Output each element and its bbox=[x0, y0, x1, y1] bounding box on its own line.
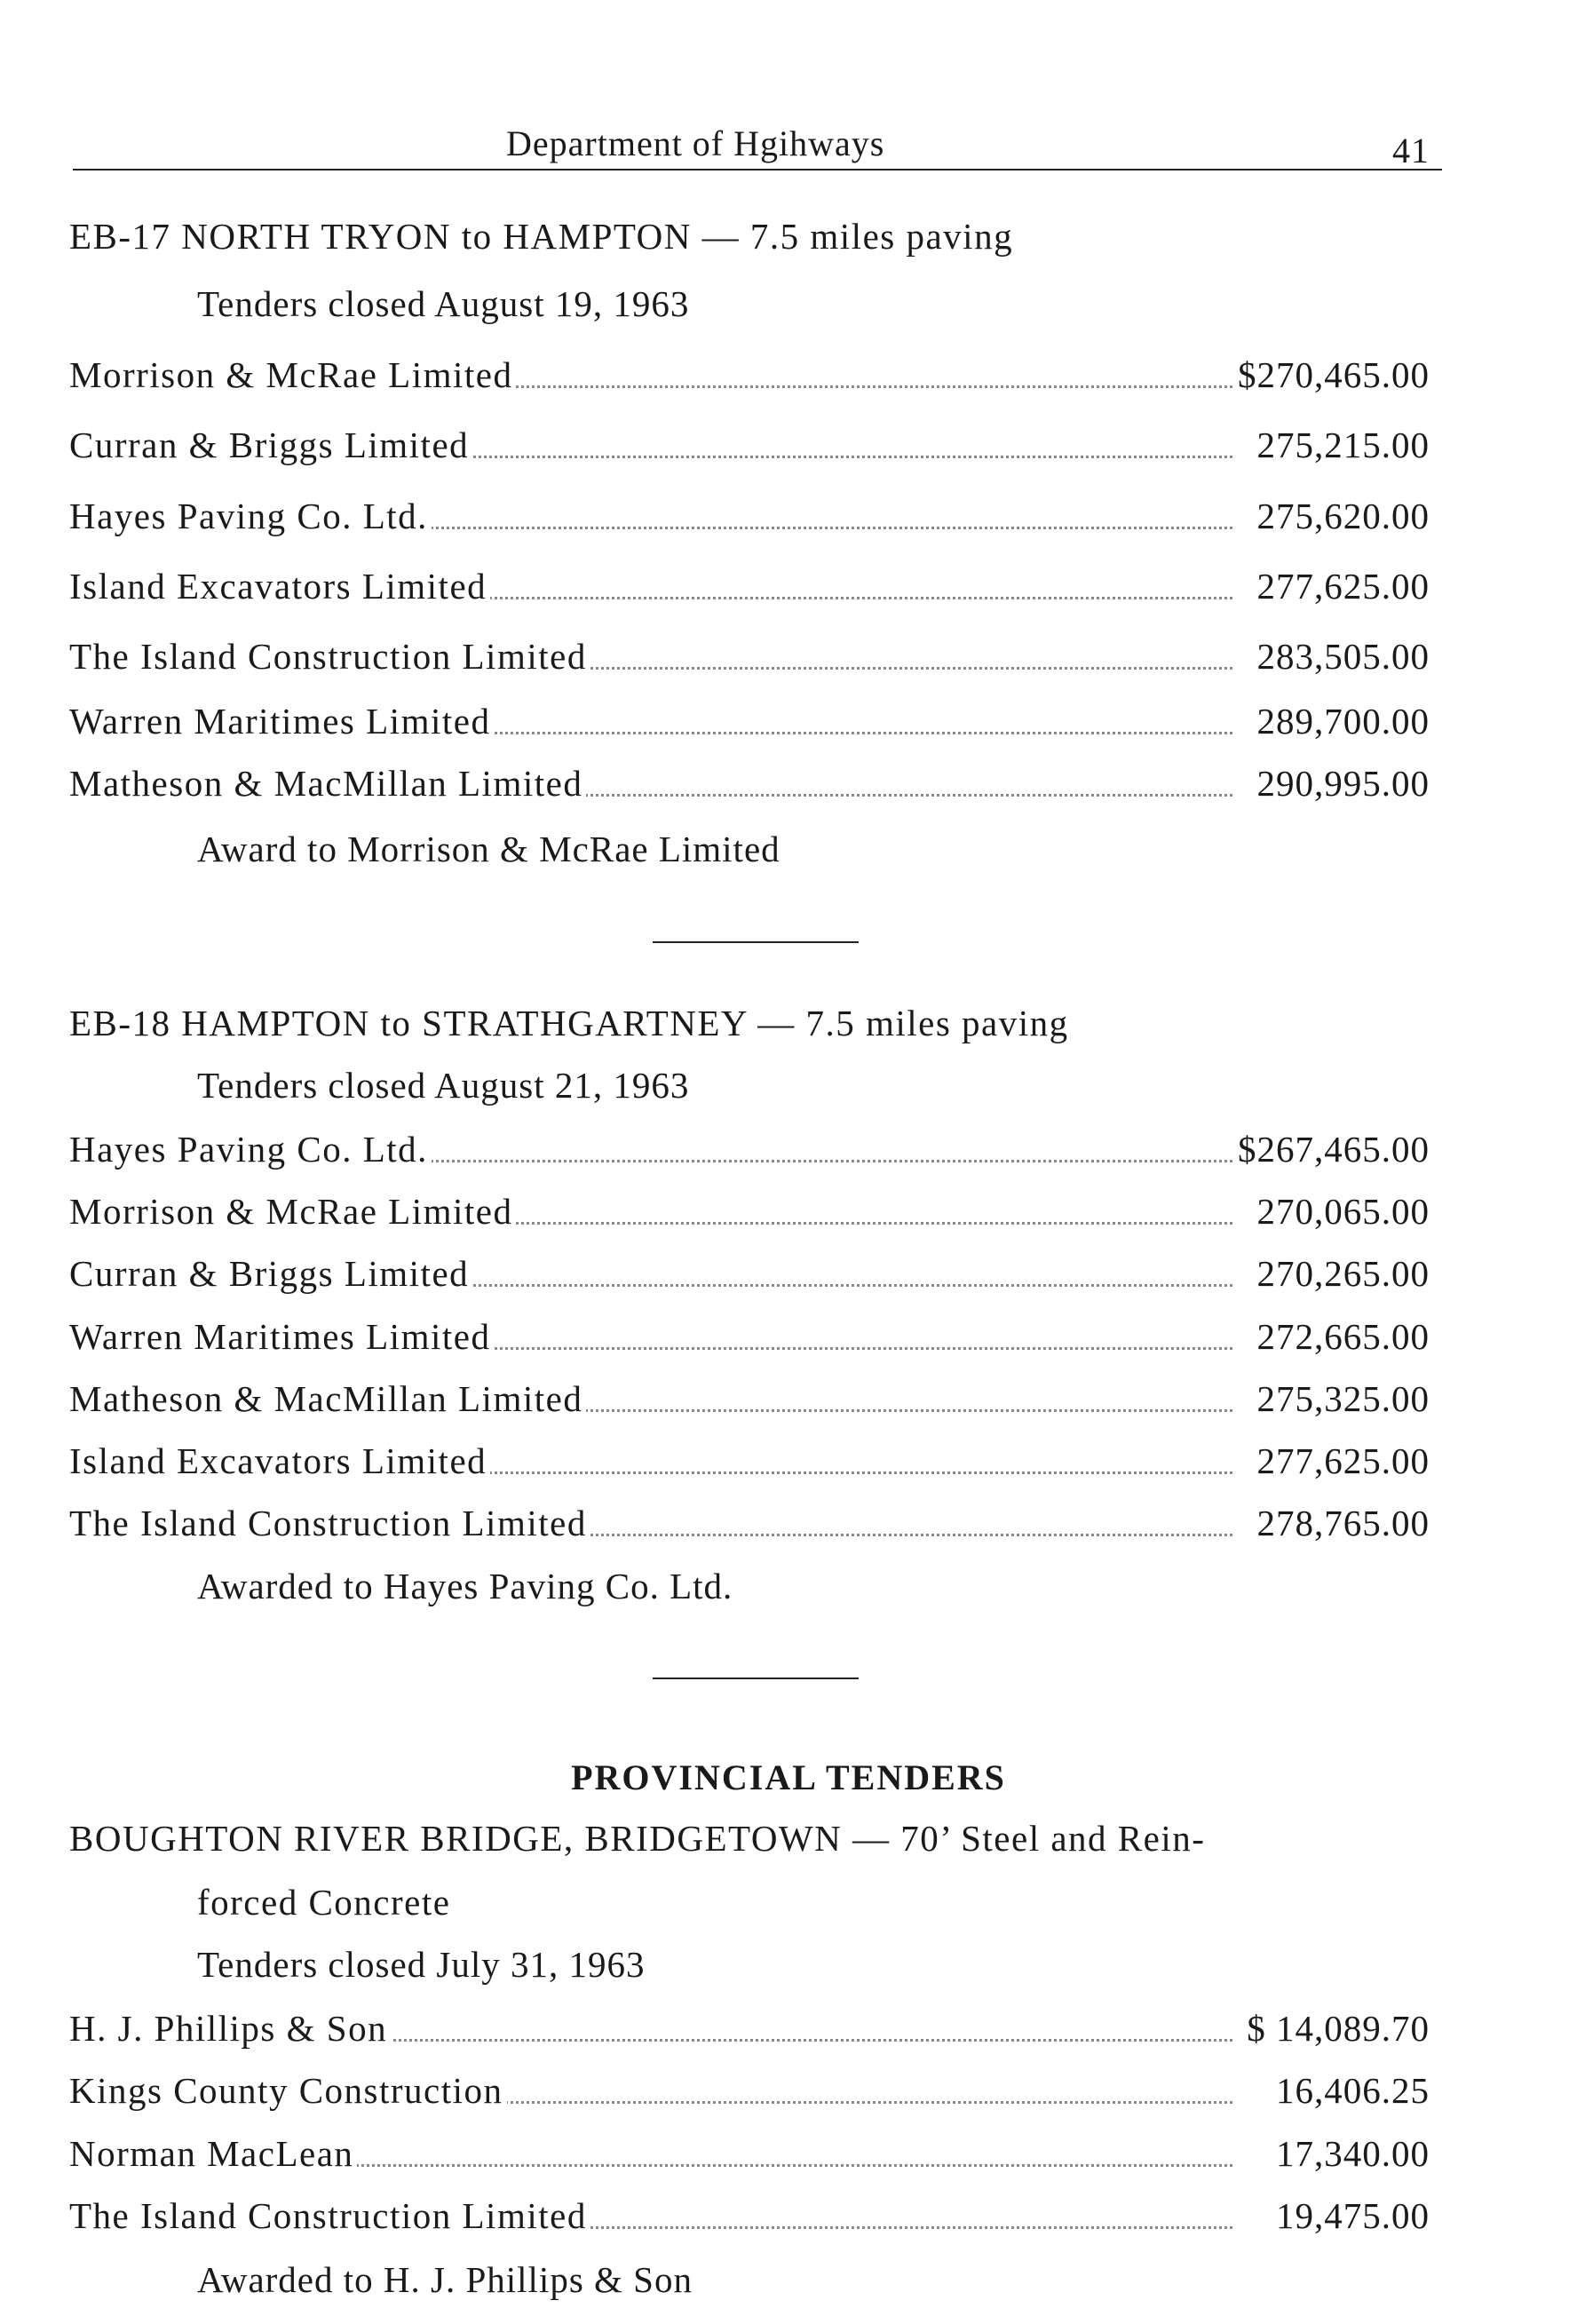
bid-amount: $267,465.00 bbox=[1234, 1128, 1430, 1170]
bid-amount: 270,265.00 bbox=[1254, 1252, 1430, 1295]
bidder-name: Kings County Construction bbox=[69, 2069, 507, 2112]
bidder-name: Curran & Briggs Limited bbox=[69, 424, 472, 466]
bidder-name: Island Excavators Limited bbox=[69, 565, 490, 607]
bid-amount: 283,505.00 bbox=[1254, 635, 1430, 678]
bidder-name: H. J. Phillips & Son bbox=[69, 2007, 391, 2050]
bid-amount: $ 14,089.70 bbox=[1243, 2007, 1430, 2050]
bidder-name: The Island Construction Limited bbox=[69, 2194, 590, 2237]
bid-amount: 19,475.00 bbox=[1272, 2194, 1430, 2237]
bidder-name: Island Excavators Limited bbox=[69, 1440, 490, 1482]
bid-row bbox=[69, 1440, 1437, 1484]
provincial-heading-line2: forced Concrete bbox=[197, 1882, 451, 1923]
tenders-closed-provincial: Tenders closed July 31, 1963 bbox=[197, 1944, 646, 1985]
bid-amount: 289,700.00 bbox=[1254, 700, 1430, 742]
bid-amount: 275,325.00 bbox=[1254, 1377, 1430, 1420]
bidder-name: Matheson & MacMillan Limited bbox=[69, 1377, 586, 1420]
bid-amount: 278,765.00 bbox=[1254, 1502, 1430, 1544]
bid-row bbox=[69, 762, 1437, 806]
section-divider bbox=[653, 1678, 859, 1679]
bid-amount: 272,665.00 bbox=[1254, 1315, 1430, 1358]
bid-row bbox=[69, 353, 1437, 398]
running-header-title: Department of Hgihways bbox=[506, 123, 885, 163]
bidder-name: Hayes Paving Co. Ltd. bbox=[69, 1128, 432, 1170]
bidder-name: The Island Construction Limited bbox=[69, 1502, 590, 1544]
bid-row bbox=[69, 565, 1437, 609]
bid-amount: 277,625.00 bbox=[1254, 1440, 1430, 1482]
bid-row bbox=[69, 2194, 1437, 2239]
section-heading-eb17: EB-17 NORTH TRYON to HAMPTON — 7.5 miles paving bbox=[69, 216, 1014, 257]
award-eb18: Awarded to Hayes Paving Co. Ltd. bbox=[197, 1566, 733, 1606]
bidder-name: Morrison & McRae Limited bbox=[69, 353, 516, 396]
bid-amount: $270,465.00 bbox=[1234, 353, 1430, 396]
bid-row bbox=[69, 495, 1437, 539]
bid-row bbox=[69, 700, 1437, 744]
bid-amount: 17,340.00 bbox=[1272, 2132, 1430, 2175]
bid-amount: 277,625.00 bbox=[1254, 565, 1430, 607]
bid-amount: 275,620.00 bbox=[1254, 495, 1430, 537]
bid-row bbox=[69, 1190, 1437, 1234]
bid-row bbox=[69, 2132, 1437, 2177]
page-number: 41 bbox=[1392, 131, 1430, 171]
section-divider bbox=[653, 941, 859, 943]
bidder-name: Curran & Briggs Limited bbox=[69, 1252, 472, 1295]
bid-amount: 16,406.25 bbox=[1272, 2069, 1430, 2112]
bid-row bbox=[69, 1377, 1437, 1422]
header-rule bbox=[73, 169, 1442, 171]
bid-amount: 270,065.00 bbox=[1254, 1190, 1430, 1233]
bid-amount: 275,215.00 bbox=[1254, 424, 1430, 466]
tenders-closed-eb17: Tenders closed August 19, 1963 bbox=[197, 283, 690, 324]
award-provincial: Awarded to H. J. Phillips & Son bbox=[197, 2259, 693, 2300]
bidder-name: Morrison & McRae Limited bbox=[69, 1190, 516, 1233]
section-heading-eb18: EB-18 HAMPTON to STRATHGARTNEY — 7.5 miles paving bbox=[69, 1003, 1069, 1043]
bid-row bbox=[69, 1502, 1437, 1546]
provincial-heading-line1: BOUGHTON RIVER BRIDGE, BRIDGETOWN — 70’ Steel and Rein- bbox=[69, 1818, 1206, 1859]
bid-row bbox=[69, 424, 1437, 468]
bidder-name: Norman MacLean bbox=[69, 2132, 357, 2175]
bid-row bbox=[69, 1252, 1437, 1297]
bid-row bbox=[69, 2007, 1437, 2051]
bid-row bbox=[69, 1315, 1437, 1360]
bid-amount: 290,995.00 bbox=[1254, 762, 1430, 805]
provincial-tenders-title: PROVINCIAL TENDERS bbox=[571, 1757, 1006, 1797]
bid-row bbox=[69, 635, 1437, 679]
bidder-name: The Island Construction Limited bbox=[69, 635, 590, 678]
bid-row bbox=[69, 2069, 1437, 2114]
bidder-name: Hayes Paving Co. Ltd. bbox=[69, 495, 432, 537]
bid-row bbox=[69, 1128, 1437, 1172]
bidder-name: Matheson & MacMillan Limited bbox=[69, 762, 586, 805]
bidder-name: Warren Maritimes Limited bbox=[69, 700, 494, 742]
tenders-closed-eb18: Tenders closed August 21, 1963 bbox=[197, 1065, 690, 1106]
bidder-name: Warren Maritimes Limited bbox=[69, 1315, 494, 1358]
award-eb17: Award to Morrison & McRae Limited bbox=[197, 829, 781, 869]
